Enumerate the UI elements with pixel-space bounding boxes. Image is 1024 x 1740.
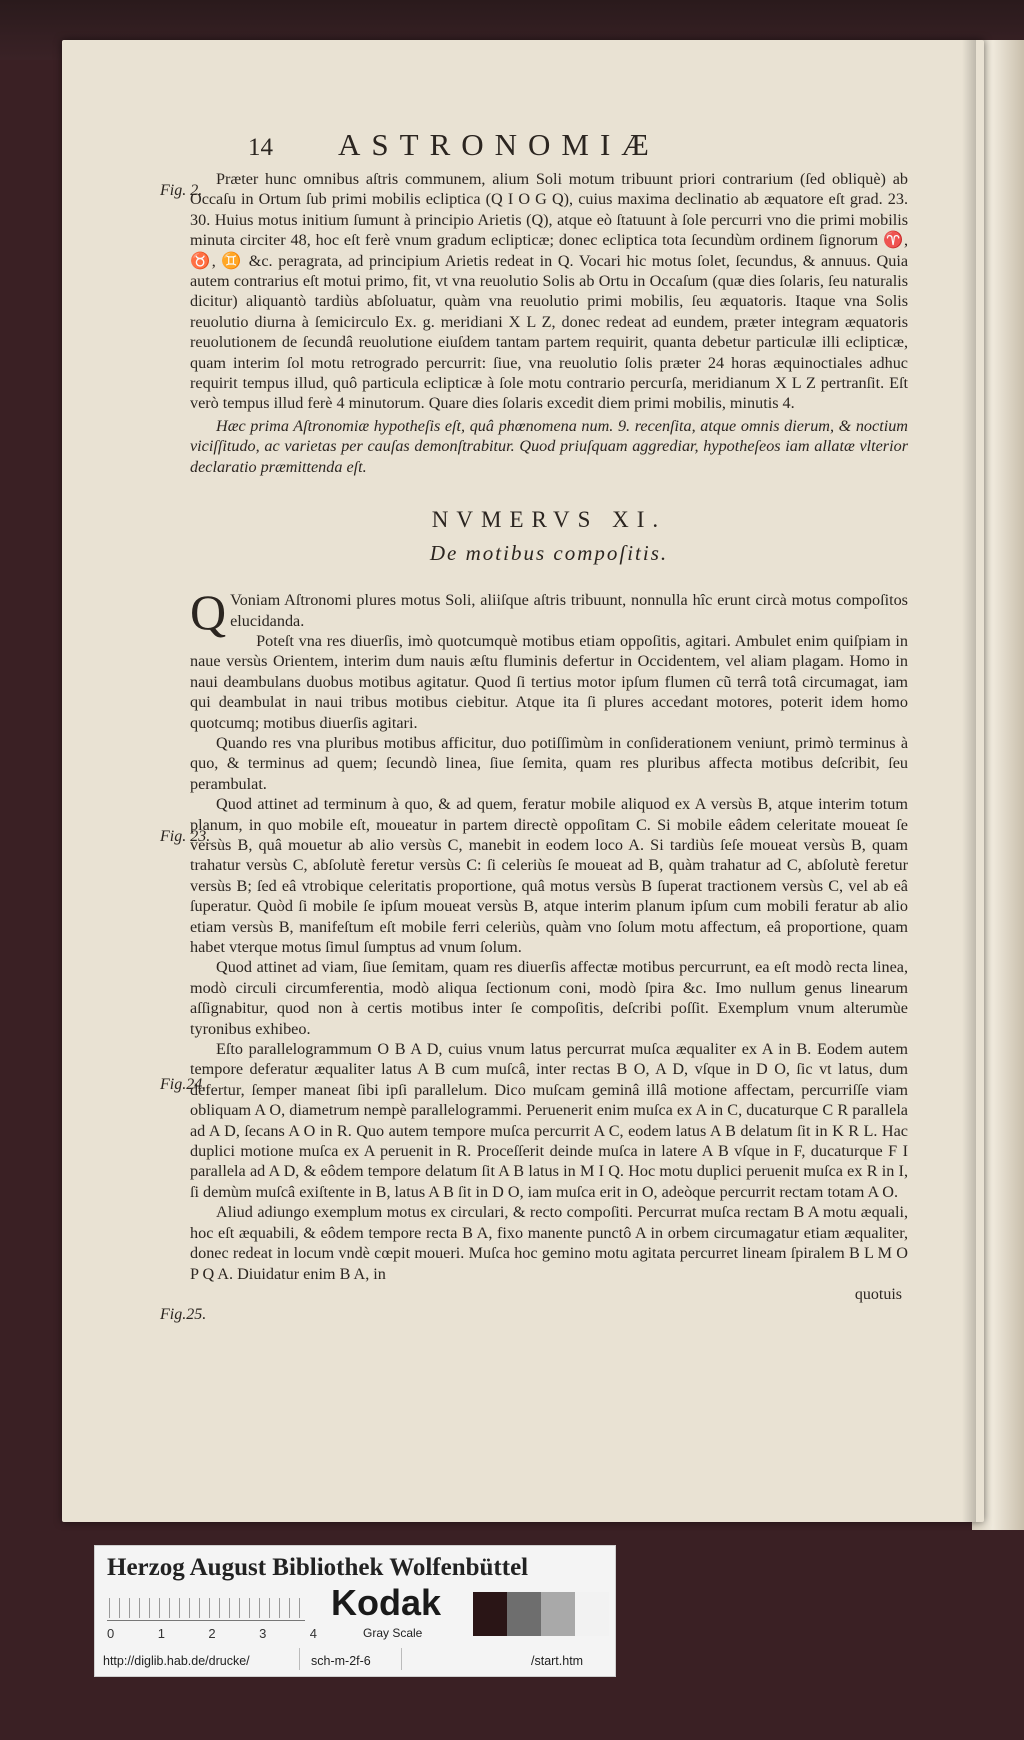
margin-note-fig-2: Fig. 2. <box>160 182 203 199</box>
kodak-logo: Kodak <box>331 1582 442 1623</box>
italic-paragraph: Hæc prima Aſtronomiæ hypotheſis eſt, quâ phœnomena num. 9. recenſita, atque omnis dierum, & noctium viciſſitudo, ac varietas per cauſas demonſtrabitur. Quod priuſquam aggrediar, hypotheſeos iam allatæ vlterior declaratio præmittenda eſt. <box>190 416 908 476</box>
paragraph: Aliud adiungo exemplum motus ex circulari, & recto compoſiti. Percurrat muſca rectam B A motu æquali, hoc eſt æquabili, & eôdem tempore recta B A, fixo manente punctô A in orbem circumagatur etiam æqualiter, donec redeat in locum vndè cœpit moueri. Muſca hoc gemino motu agitata percurret lineam ſpiralem B L M O P Q A. Diuidatur enim B A, in <box>190 1203 908 1283</box>
section-title: NVMERVS XI. <box>431 507 667 533</box>
section-subtitle: De motibus compoſitis. <box>429 541 669 566</box>
ruler-numbers <box>107 1626 317 1641</box>
catchword: quotuis <box>854 1285 902 1303</box>
first-paragraph-text: Voniam Aſtronomi plures motus Soli, aliiſque aſtris tribuunt, nonnulla hîc erunt circà motus compoſitos elucidanda. <box>230 591 908 630</box>
ruler-number: 1 <box>157 1626 165 1641</box>
gray-scale-label: Gray Scale <box>363 1626 423 1640</box>
divider <box>401 1648 402 1670</box>
ruler-ticks <box>109 1598 305 1618</box>
ruler-number: 0 <box>107 1626 115 1641</box>
margin-note-fig-25: Fig.25. <box>160 1306 207 1323</box>
swatch-dark <box>473 1592 507 1636</box>
swatch-mid <box>507 1592 541 1636</box>
swatch-light <box>541 1592 575 1636</box>
paragraph: Eſto parallelogrammum O B A D, cuius vnum latus percurrat muſca æqualiter ex A in B. Eodem autem tempore deferatur æqualiter latus A B cum muſcâ, inter rectas B O, A D, vſque in D O, ſic vt latus, dum defertur, ſemper maneat ſibi ipſi parallelum. Dico muſcam geminâ illâ motione affectam, percurriſſe viam obliquam A O, diametrum nempè parallelogrammi. Peruenerit enim muſca ex A in C, ducaturque C R parallela ad A D, ſecans A O in R. Quo autem tempore muſca percurrit A C, eodem latus A B delatum ſit in K R L. Hac duplici motione muſca ex A peruenit in R. Proceſſerit deinde muſca in latere A B vſque in F, ducaturque F I parallela ad A D, & eôdem tempore delatum ſit A B latus in M I Q. Hoc motu duplici peruenit muſca ex R in I, ſi demùm muſcâ exiſtente in B, latus A B ſit in D O, iam muſca erit in O, adeòque percurrit rectam totam A O. <box>190 1040 908 1201</box>
drop-cap: Q <box>190 584 227 641</box>
ruler-number: 3 <box>259 1626 267 1641</box>
paragraph: Quod attinet ad viam, ſiue ſemitam, quam res diuerſis affectæ motibus percurrunt, ea eſt modò recta linea, modò circuli circumferentia, modò aliqua ſectionum coni, modò ſpira &c. Imo nullum genus linearum aſſignabitur, quod non à certis motibus inter ſe compoſitis, deſcribi poſſit. Exemplum vnum alterumùe tyronibus exhibeo. <box>190 958 908 1038</box>
margin-note-fig-23: Fig. 23. <box>160 828 211 845</box>
running-head: ASTRONOMIÆ <box>338 127 660 162</box>
paragraph: Quando res vna pluribus motibus afficitur, duo potiſſimùm in conſiderationem veniunt, primò terminus à quo, & terminus ad quem; ſecundò linea, ſiue ſemita, quam res pluribus affecta motibus deſcribit, ſeu perambulat. <box>190 733 908 793</box>
swatch-white <box>575 1592 609 1636</box>
scan-reference-card <box>94 1545 616 1677</box>
page-number: 14 <box>248 134 273 161</box>
ruler-number: 4 <box>309 1626 317 1641</box>
start-page-link: /start.htm <box>531 1654 584 1668</box>
library-name: Herzog August Bibliothek Wolfenbüttel <box>107 1554 529 1581</box>
page-gutter-shadow <box>962 40 976 1522</box>
first-paragraph <box>190 584 908 641</box>
paragraph: Quod attinet ad terminum à quo, & ad quem, feratur mobile aliquod ex A versùs B, atque interim totum planum, in quo mobile eſt, moueatur in partem directè oppoſitam C. Si mobile eâdem celeritate moueat ſe versùs B, quâ mouetur ab alio versùs C, manebit in eodem loco A. Si tardiùs ſeſe moueat versùs B, quam trahatur versùs C, abſolutè feretur versùs C: ſi celeriùs ſe moueat ad B, quàm trahatur ad C, abſolutè feretur versùs B; ſed eâ vtrobique celeritatis proportione, quâ motus versùs B ſuperat tractionem versùs C, vel ab eâ ſuperatur. Quòd ſi mobile ſe ipſum moueat versùs B, atque interim planum ipſum cum mobili feratur ab alio etiam versùs B, manifeſtum eſt mobile ferri celeriùs, quàm vno ſolum motu affectum, eâ proportione, quam habet vterque motus ſimul ſumptus ad vnum ſolum. <box>190 795 908 956</box>
margin-note-fig-24: Fig.24. <box>160 1076 207 1093</box>
source-url: http://diglib.hab.de/drucke/ <box>103 1654 250 1668</box>
gray-scale-swatches <box>473 1592 609 1636</box>
ruler-number: 2 <box>208 1626 216 1641</box>
paragraph: Præter hunc omnibus aſtris communem, alium Soli motum tribuunt priori contrarium (ſed obliquè) ab Occaſu in Ortum ſub primi mobilis ecliptica (Q I O G Q), cuius maxima declinatio ab æquatore eſt grad. 23. 30. Huius motus initium ſumunt à principio Arietis (Q), atque eò ſtatuunt à ſole percurri vno die primi mobilis minuta circiter 48, hoc eſt ferè vnum gradum eclipticæ; donec ecliptica tota ſecundùm ordinem ſignorum ♈, ♉, ♊ &c. peragrata, ad principium Arietis redeat in Q. Vocari hic motus ſolet, ſecundus, & annuus. Quia autem contrarius eſt motui primo, fit, vt vna reuolutio Solis ab Ortu in Occaſum (quæ dies ſolaris, ſeu naturalis dicitur) aliquantò tardiùs abſoluatur, quàm vna reuolutio primi mobilis, ſeu æquatoris. Itaque vna Solis reuolutio diurna à ſemicirculo Ex. g. meridiani X L Z, donec redeat ad eundem, præter integram æquatoris reuolutionem de ſecundâ reuolutione eiuſdem tantam partem requirit, quanta debetur particulæ illi eclipticæ, quam interim ſol motu retrogrado percurrit: ſiue, vna reuolutio ſolis præter 24 horas æquinoctiales adhuc requirit tempus illud, quô particula eclipticæ à ſole motu contrario percurſa, meridianum X L Z pertranſit. Eſt verò tempus illud ferè 4 minutorum. Quare dies ſolaris excedit diem primi mobilis, minutis 4. <box>190 170 908 413</box>
paragraph: Poteſt vna res diuerſis, imò quotcumquè motibus etiam oppoſitis, agitari. Ambulet enim quiſpiam in naue versùs Orientem, interim dum nauis æſtu fluminis defertur in Occidentem, vel aliam plagam. Homo in naui deambulans duobus motibus agitatur. Quod ſi tertius motor ipſum flumen cũ terrâ totâ circumagat, iam qui deambulat in naui tribus motibus ciebitur. Atque ita ſi plures accedant motores, poterit idem homo quotcumq; motibus diuerſis agitari. <box>190 631 908 732</box>
shelfmark: sch-m-2f-6 <box>311 1654 371 1668</box>
page-header <box>190 120 908 163</box>
divider <box>299 1648 300 1670</box>
page-text-block <box>190 120 908 1304</box>
